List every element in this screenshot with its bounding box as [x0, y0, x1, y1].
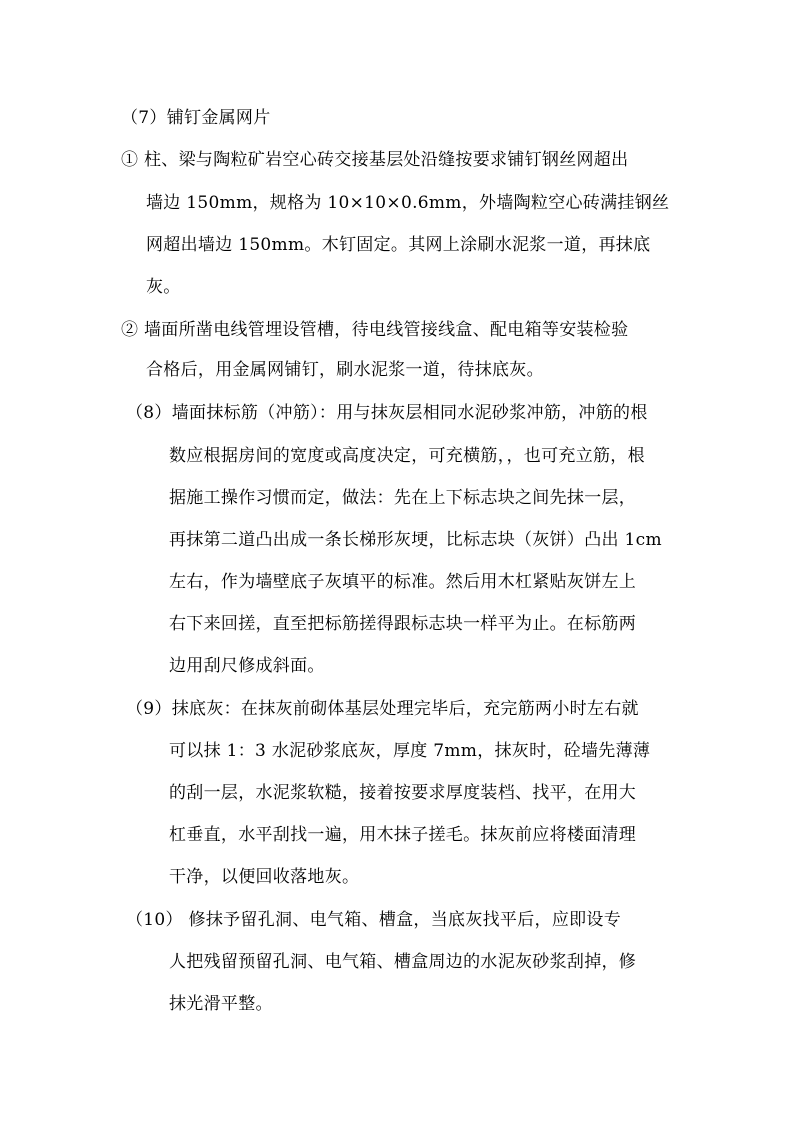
section-7-item-1-line-1: ① 柱、梁与陶粒矿岩空心砖交接基层处沿缝按要求铺钉钢丝网超出 — [121, 150, 629, 170]
section-8-line-3: 据施工操作习惯而定，做法：先在上下标志块之间先抹一层， — [169, 488, 637, 508]
section-9-line-5: 干净，以便回收落地灰。 — [169, 867, 360, 887]
section-7-item-1-line-4: 灰。 — [146, 277, 181, 297]
section-9-line-3: 的刮一层，水泥浆软糙，接着按要求厚度装档、找平，在用大 — [169, 783, 637, 803]
section-7-item-1-line-3: 网超出墙边 150mm。木钉固定。其网上涂刷水泥浆一道，再抹底 — [146, 235, 651, 255]
section-8-line-1: （8）墙面抹标筋（冲筋）：用与抹灰层相同水泥砂浆冲筋，冲筋的根 — [126, 403, 648, 423]
section-9-line-1: （9）抹底灰：在抹灰前砌体基层处理完毕后，充完筋两小时左右就 — [126, 699, 639, 719]
section-9-line-2: 可以抹 1：3 水泥砂浆底灰，厚度 7mm，抹灰时，砼墙先薄薄 — [169, 741, 651, 761]
section-7-item-1-line-2: 墙边 150mm，规格为 10×10×0.6mm，外墙陶粒空心砖满挂钢丝 — [146, 193, 670, 213]
section-10-line-3: 抹光滑平整。 — [169, 994, 273, 1014]
section-8-line-2: 数应根据房间的宽度或高度决定，可充横筋，，也可充立筋，根 — [169, 446, 645, 466]
section-7-heading: （7）铺钉金属网片 — [121, 108, 271, 128]
section-7-item-2-line-2: 合格后，用金属网铺钉，刷水泥浆一道，待抹底灰。 — [146, 360, 544, 380]
section-10-line-2: 人把残留预留孔洞、电气箱、槽盒周边的水泥灰砂浆刮掉，修 — [169, 952, 637, 972]
section-9-line-4: 杠垂直，水平刮找一遍，用木抹子搓毛。抹灰前应将楼面清理 — [169, 825, 637, 845]
section-8-line-6: 右下来回搓，直至把标筋搓得跟标志块一样平为止。在标筋两 — [169, 614, 637, 634]
section-8-line-4: 再抹第二道凸出成一条长梯形灰埂，比标志块（灰饼）凸出 1cm — [169, 530, 662, 550]
section-10-line-1: （10） 修抹予留孔洞、电气箱、槽盒，当底灰找平后，应即设专 — [126, 910, 622, 930]
section-8-line-5: 左右，作为墙壁底子灰填平的标准。然后用木杠紧贴灰饼左上 — [169, 572, 637, 592]
section-8-line-7: 边用刮尺修成斜面。 — [169, 656, 325, 676]
section-7-item-2-line-1: ② 墙面所凿电线管埋设管槽，待电线管接线盒、配电箱等安装检验 — [121, 320, 629, 340]
